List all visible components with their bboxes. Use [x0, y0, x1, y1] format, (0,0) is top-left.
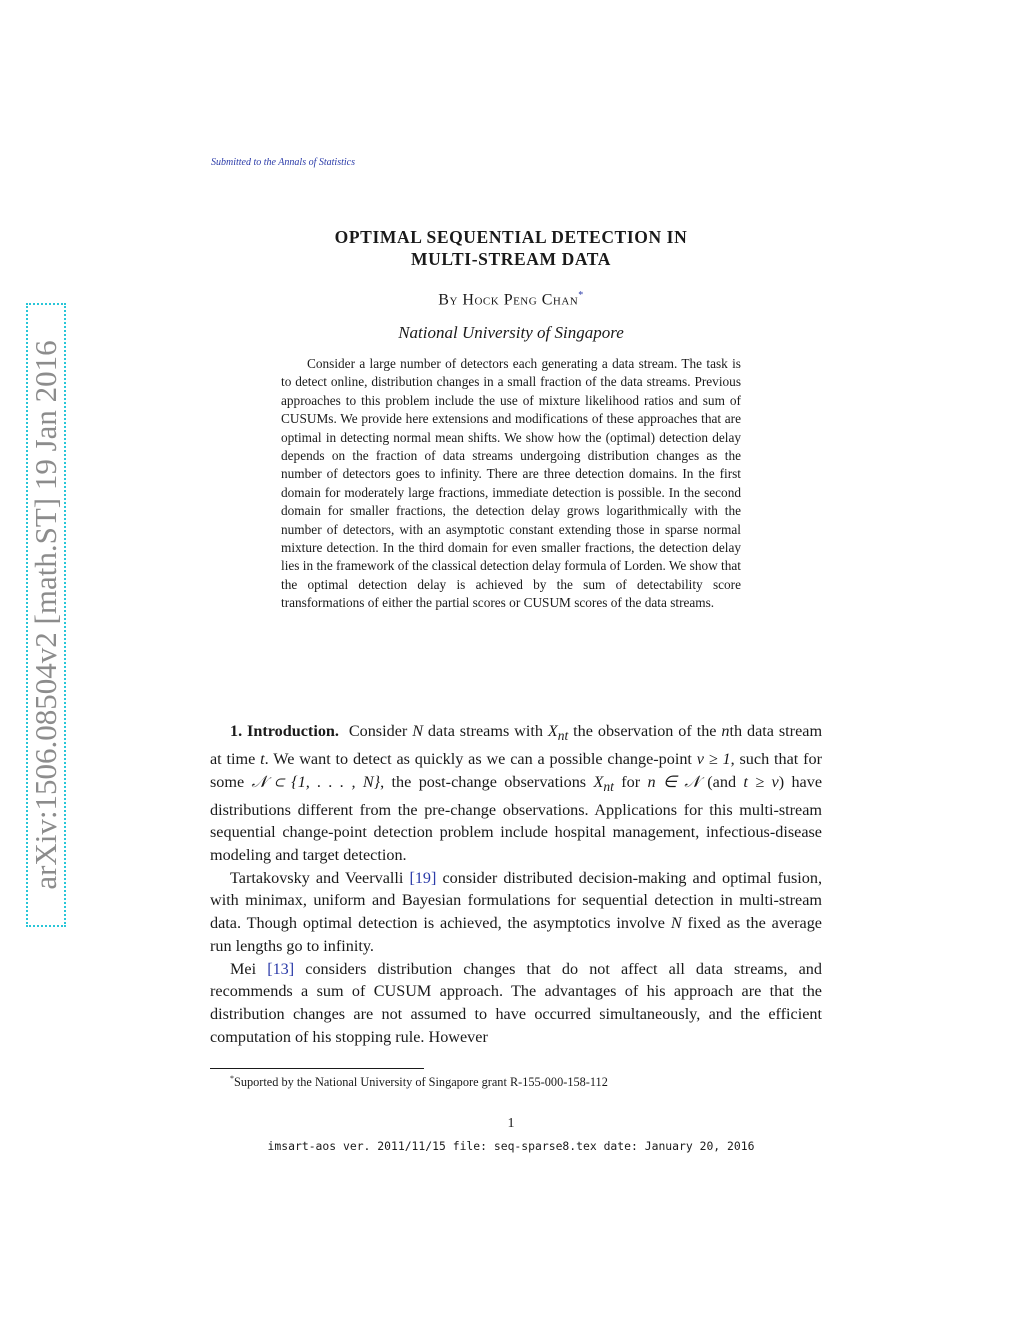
author-footnote-mark[interactable]: * — [578, 290, 584, 301]
citation-link[interactable]: [19] — [409, 868, 437, 887]
arxiv-identifier[interactable]: arXiv:1506.08504v2 [math.ST] 19 Jan 2016 — [28, 340, 63, 890]
introduction-section — [210, 720, 822, 1048]
paragraph: 1. Introduction. Consider N data streams with $X_{nt}$ the observation of the nth data stream at time t. We want to detect as quickly as we can a possible change-point ν ≥ 1, such that for some 𝒩 ⊂ {1, . . . , N}, the post-change observations $X_{nt}$ for n ∈ 𝒩 (and t ≥ ν) have distributions different from the pre-change observations. Applications for this multi-stream sequential change-point detection problem include hospital management, infectious-disease modeling and target detection. — [210, 722, 823, 864]
footnote-text: Suported by the National University of Singapore grant R-155-000-158-112 — [234, 1075, 608, 1090]
section-heading: 1. Introduction. — [230, 722, 339, 740]
title-line-1: OPTIMAL SEQUENTIAL DETECTION IN — [334, 227, 688, 247]
tex-footer: imsart-aos ver. 2011/11/15 file: seq-sparse8.tex date: January 20, 2016 — [267, 1139, 755, 1153]
affiliation: National University of Singapore — [398, 323, 624, 342]
title-line-2: MULTI-STREAM DATA — [411, 249, 611, 269]
paper-title — [211, 226, 811, 270]
page-number: 1 — [507, 1116, 515, 1131]
footnote — [230, 1074, 608, 1090]
citation-link[interactable]: [13] — [267, 959, 295, 978]
abstract: Consider a large number of detectors each generating a data stream. The task is to detect online, distribution changes in a small fraction of the data streams. Previous approaches to this problem include the use of mixture likelihood ratios and sum of CUSUMs. We provide here extensions and modifications of these approaches that are optimal in detecting normal mean shifts. We show how the (optimal) detection delay depends on the fraction of data streams undergoing distribution changes as the number of detectors goes to infinity. There are three detection domains. In the first domain for moderately large fractions, immediate detection is possible. In the second domain for smaller fractions, the detection delay grows logarithmically with the number of detectors, with an asymptotic constant extending those in sparse normal mixture detection. In the third domain for even smaller fractions, the detection delay lies in the framework of the classical detection delay formula of Lorden. We show that the optimal detection delay is achieved by the sum of detectability score transformations of either the partial scores or CUSUM scores of the data streams. — [281, 356, 741, 611]
arxiv-stamp — [26, 303, 66, 927]
author-line — [211, 290, 811, 309]
footnote-mark: * — [230, 1074, 234, 1083]
footnote-divider — [210, 1068, 424, 1069]
author-name: By Hock Peng Chan — [438, 291, 579, 309]
journal-line: Submitted to the Annals of Statistics — [211, 157, 355, 168]
paragraph: Tartakovsky and Veervalli [19] consider distributed decision-making and optimal fusion, with minimax, uniform and Bayesian formulations for sequential detection in multi-stream data. Though optimal detection is achieved, the asymptotics involve N fixed as the average run lengths go to infinity. — [210, 868, 822, 955]
paragraph: Mei [13] considers distribution changes that do not affect all data streams, and recommends a sum of CUSUM approach. The advantages of his approach are that the distribution changes are not assumed to have occurred simultaneously, and the efficient computation of his stopping rule. However — [210, 959, 822, 1046]
